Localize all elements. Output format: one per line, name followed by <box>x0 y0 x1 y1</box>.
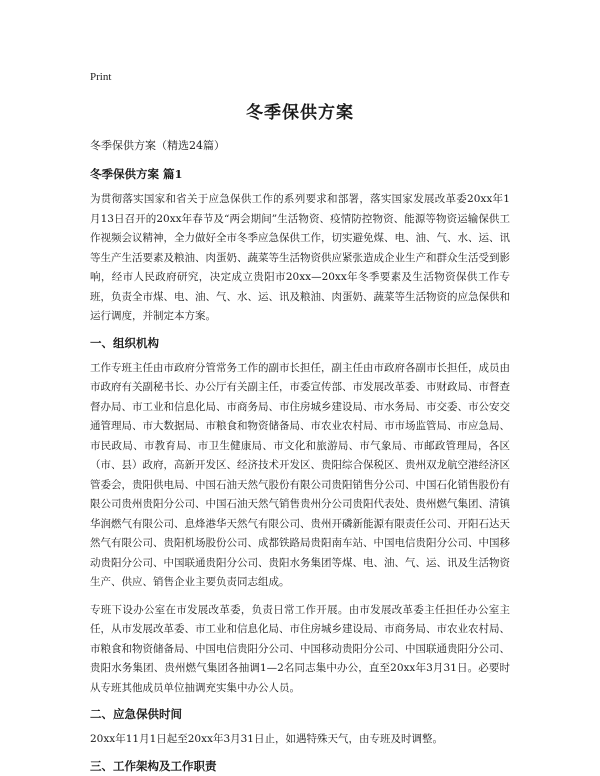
document-subtitle: 冬季保供方案（精选24篇） <box>90 139 225 152</box>
section-heading-structure: 三、工作架构及工作职责 <box>90 758 217 773</box>
period-paragraph: 20xx年11月1日起至20xx年3月31日止，如遇特殊天气，由专班及时调整。 <box>90 733 443 745</box>
section-heading-period: 二、应急保供时间 <box>90 707 182 721</box>
organization-paragraph: 工作专班主任由市政府分管常务工作的副市长担任，副主任由市政府各副市长担任，成员由市政府有关副秘书长、办公厅有关副主任，市委宣传部、市发展改革委、市财政局、市督查督办局、市工业和信息化局、市商务局、市住房城乡建设局、市水务局、市交委、市公安交通管理局、市大数据局、市粮食和物资储备局、市农业农村局、市市场监管局、市应急局、市民政局、市教育局、市卫生健康局、市文化和旅游局、市气象局、市邮政管理局，各区（市、县）政府，高新开发区、经济技术开发区、贵阳综合保税区、贵州双龙航空港经济区管委会，贵阳供电局、中国石油天然气股份有限公司贵阳销售分公司、中国石化销售股份有限公司贵州贵阳分公司、中国石油天然气销售贵州分公司贵阳代表处、贵州燃气集团、清镇华润燃气有限公司、息烽港华天然气有限公司、贵州开磷新能源有限责任公司、开阳石达天然气有限公司、贵阳机场股份公司、成都铁路局贵阳南车站、中国电信贵阳分公司、中国移动贵阳分公司、中国联通贵阳分公司、贵阳水务集团等煤、电、油、气、运、讯及生活物资生产、供应、销售企业主要负责同志组成。 <box>90 361 510 588</box>
office-paragraph: 专班下设办公室在市发展改革委，负责日常工作开展。由市发展改革委主任担任办公室主任，从市发展改革委、市工业和信息化局、市住房城乡建设局、市商务局、市农业农村局、市粮食和物资储备局、中国电信贵阳分公司、中国移动贵阳分公司、中国联通贵阳分公司、贵阳水务集团、贵州燃气集团各抽调1—2名同志集中办公，直至20xx年3月31日。必要时从专班其他成员单位抽调充实集中办公人员。 <box>90 603 510 694</box>
chapter-heading: 冬季保供方案 篇1 <box>90 167 183 181</box>
section-heading-organization: 一、组织机构 <box>90 335 159 350</box>
document-title: 冬季保供方案 <box>246 103 354 123</box>
intro-paragraph: 为贯彻落实国家和省关于应急保供工作的系列要求和部署，落实国家发展改革委20xx年1月13日召开的20xx年春节及“两会期间”生活物资、疫情防控物资、能源等物资运输保供工作视频会议精神，全力做好全市冬季应急保供工作，切实避免煤、电、油、气、水、运、讯等生产生活要素及粮油、肉蛋奶、蔬菜等生活物资供应紧张造成企业生产和群众生活受到影响，经市人民政府研究，决定成立贵阳市20xx—20xx年冬季要素及生活物资保供工作专班，负责全市煤、电、油、气、水、运、讯及粮油、肉蛋奶、蔬菜等生活物资的应急保供和运行调度，并制定本方案。 <box>90 193 510 322</box>
print-label[interactable]: Print <box>90 71 112 83</box>
